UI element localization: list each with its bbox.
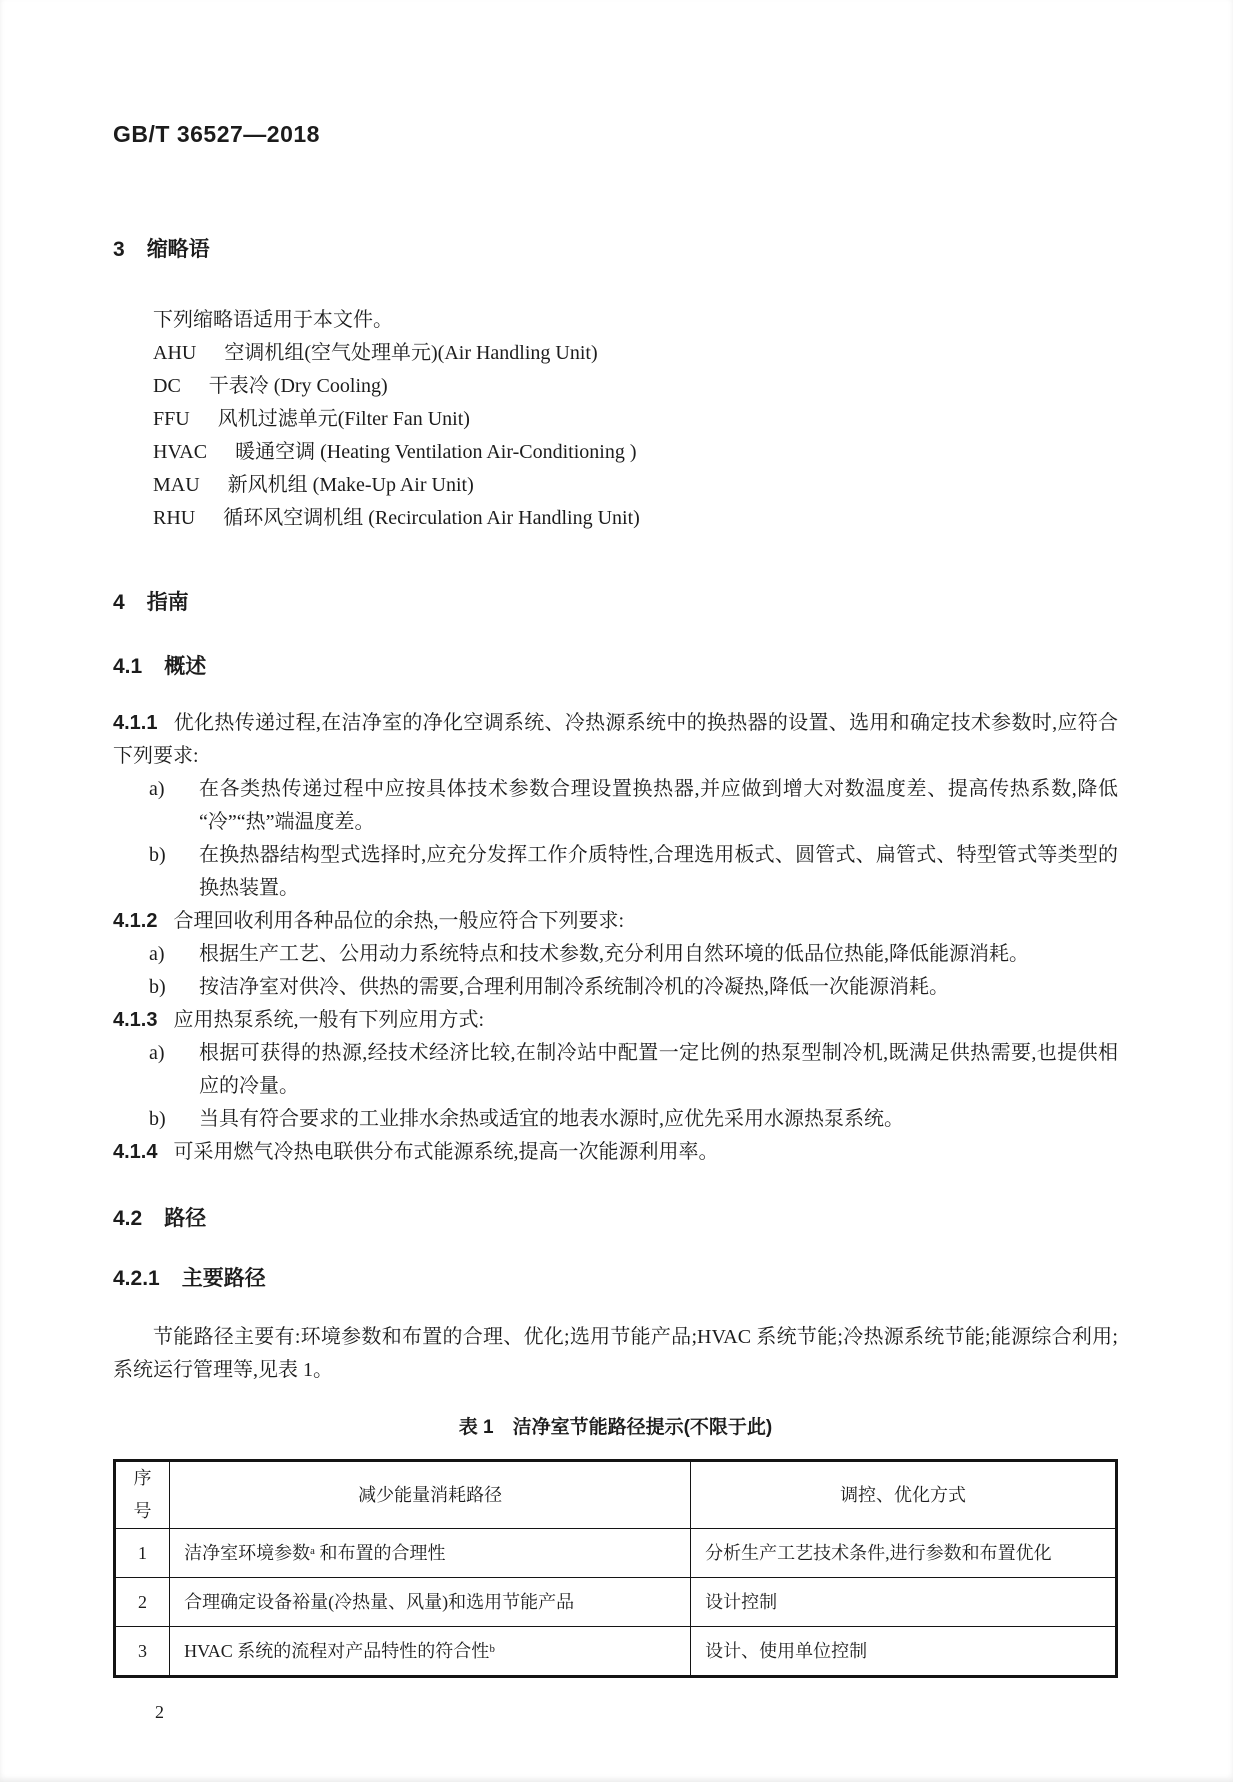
section-4-1-title: 概述 (164, 655, 207, 678)
abbreviation-item (113, 469, 1118, 502)
abbreviation-definition: 空调机组(空气处理单元)(Air Handling Unit) (224, 342, 598, 364)
section-4-heading (113, 589, 1118, 617)
section-4-2-heading (113, 1205, 1118, 1233)
list-item-b (113, 839, 1118, 905)
abbreviation-item (113, 337, 1118, 370)
abbreviation-list (113, 337, 1118, 535)
table-cell-path: 洁净室环境参数ᵃ 和布置的合理性 (170, 1529, 691, 1578)
list-item-label: b) (149, 976, 166, 998)
list-item-label: a) (149, 943, 165, 965)
clause-number: 4.1.2 (113, 910, 158, 932)
page-number: 2 (155, 1702, 164, 1722)
abbreviation-item (113, 502, 1118, 535)
abbreviation-definition: 干表冷 (Dry Cooling) (208, 375, 388, 397)
table-row (115, 1627, 1117, 1677)
table-row (115, 1529, 1117, 1578)
abbreviation-item (113, 436, 1118, 469)
list-item-label: b) (149, 1108, 166, 1130)
table-1 (113, 1459, 1118, 1678)
abbreviation-term: RHU (153, 507, 196, 529)
clause-4-1-4 (113, 1136, 1118, 1169)
list-item-text: 在换热器结构型式选择时,应充分发挥工作介质特性,合理选用板式、圆管式、扁管式、特型管式等类型的换热装置。 (199, 844, 1118, 899)
table-cell-control: 设计、使用单位控制 (691, 1627, 1117, 1677)
clause-number: 4.1.3 (113, 1009, 158, 1031)
section-4-title: 指南 (146, 591, 189, 614)
clause-4-1-3 (113, 1004, 1118, 1037)
clause-number: 4.1.4 (113, 1141, 158, 1163)
section-4-2-1-number: 4.2.1 (113, 1267, 160, 1290)
list-item-label: b) (149, 844, 166, 866)
abbreviation-item (113, 370, 1118, 403)
clause-4-1-2 (113, 905, 1118, 938)
list-item-text: 在各类热传递过程中应按具体技术参数合理设置换热器,并应做到增大对数温度差、提高传热系数,降低“冷”“热”端温度差。 (199, 778, 1118, 833)
table-cell-control: 分析生产工艺技术条件,进行参数和布置优化 (691, 1529, 1117, 1578)
table-cell-path: HVAC 系统的流程对产品特性的符合性ᵇ (170, 1627, 691, 1677)
list-item-text: 根据可获得的热源,经技术经济比较,在制冷站中配置一定比例的热泵型制冷机,既满足供热需要,也提供相应的冷量。 (199, 1042, 1118, 1097)
abbreviation-term: AHU (153, 342, 197, 364)
abbreviation-definition: 暖通空调 (Heating Ventilation Air-Conditioning ) (235, 441, 637, 463)
section-4-number: 4 (113, 591, 125, 614)
section-4-2-1-heading (113, 1265, 1118, 1293)
list-item-label: a) (149, 778, 165, 800)
list-item-a (113, 773, 1118, 839)
list-item-text: 按洁净室对供冷、供热的需要,合理利用制冷系统制冷机的冷凝热,降低一次能源消耗。 (199, 976, 949, 998)
abbreviation-term: FFU (153, 408, 190, 430)
abbreviation-definition: 新风机组 (Make-Up Air Unit) (227, 474, 474, 496)
section-3-number: 3 (113, 238, 125, 261)
list-item-a (113, 938, 1118, 971)
abbreviation-definition: 风机过滤单元(Filter Fan Unit) (217, 408, 470, 430)
list-item-b (113, 1103, 1118, 1136)
section-4-2-number: 4.2 (113, 1207, 143, 1230)
clause-text: 可采用燃气冷热电联供分布式能源系统,提高一次能源利用率。 (173, 1141, 719, 1163)
table-1-title: 表 1 洁净室节能路径提示(不限于此) (458, 1417, 773, 1438)
list-item-text: 根据生产工艺、公用动力系统特点和技术参数,充分利用自然环境的低品位热能,降低能源消耗。 (199, 943, 1029, 965)
clause-text: 应用热泵系统,一般有下列应用方式: (173, 1009, 485, 1031)
table-cell-index: 2 (115, 1578, 170, 1627)
list-item-label: a) (149, 1042, 165, 1064)
table-1-header (115, 1461, 1117, 1529)
abbreviation-definition: 循环风空调机组 (Recirculation Air Handling Unit) (223, 507, 640, 529)
table-cell-path: 合理确定设备裕量(冷热量、风量)和选用节能产品 (170, 1578, 691, 1627)
table-cell-control: 设计控制 (691, 1578, 1117, 1627)
section-3-heading (113, 236, 1118, 264)
table-header-cell-control: 调控、优化方式 (691, 1461, 1117, 1529)
clause-4-1-1 (113, 707, 1118, 773)
section-4-1-number: 4.1 (113, 655, 143, 678)
table-header-cell-index: 序号 (115, 1461, 170, 1529)
list-item-text: 当具有符合要求的工业排水余热或适宜的地表水源时,应优先采用水源热泵系统。 (199, 1108, 904, 1130)
section-4-2-title: 路径 (164, 1207, 207, 1230)
table-header-cell-path: 减少能量消耗路径 (170, 1461, 691, 1529)
section-4-1-heading (113, 653, 1118, 681)
abbreviation-term: MAU (153, 474, 200, 496)
abbreviations-intro: 下列缩略语适用于本文件。 (153, 309, 393, 331)
doc-number: GB/T 36527—2018 (113, 121, 320, 147)
list-item-a (113, 1037, 1118, 1103)
paragraph-4-2-1: 节能路径主要有:环境参数和布置的合理、优化;选用节能产品;HVAC 系统节能;冷热源系统节能;能源综合利用;系统运行管理等,见表 1。 (113, 1326, 1118, 1381)
list-item-b (113, 971, 1118, 1004)
table-header-row (115, 1461, 1117, 1529)
section-4-2-1-title: 主要路径 (181, 1267, 266, 1290)
section-3-title: 缩略语 (146, 238, 210, 261)
table-cell-index: 1 (115, 1529, 170, 1578)
clause-number: 4.1.1 (113, 712, 158, 734)
abbreviation-term: HVAC (153, 441, 208, 463)
abbreviation-item (113, 403, 1118, 436)
table-1-body (115, 1529, 1117, 1677)
table-row (115, 1578, 1117, 1627)
clause-text: 优化热传递过程,在洁净室的净化空调系统、冷热源系统中的换热器的设置、选用和确定技术参数时,应符合下列要求: (113, 712, 1118, 767)
clause-text: 合理回收利用各种品位的余热,一般应符合下列要求: (173, 910, 625, 932)
table-cell-index: 3 (115, 1627, 170, 1677)
abbreviation-term: DC (153, 375, 181, 397)
